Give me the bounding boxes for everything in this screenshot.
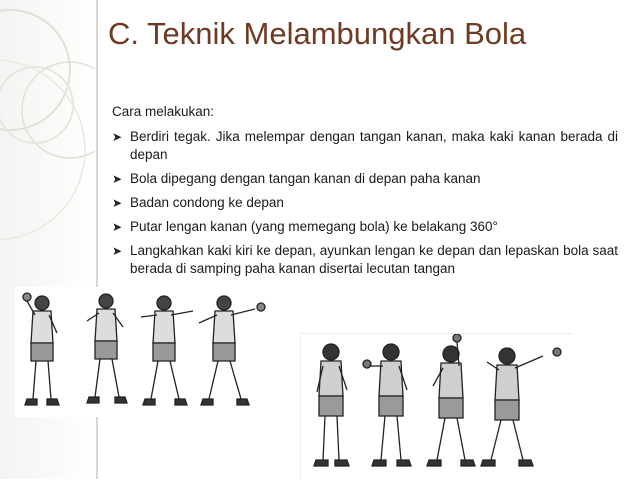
list-item <box>112 194 618 212</box>
figure-3 <box>427 334 475 466</box>
list-item <box>112 170 618 188</box>
throwing-sequence-illustration-right <box>300 333 573 480</box>
figure-2 <box>363 344 411 466</box>
arrow-bullet-icon: ➤ <box>112 220 123 234</box>
step-text: Berdiri tegak. Jika melempar dengan tangan kanan, maka kaki kanan berada di depan <box>130 129 618 162</box>
list-item <box>112 218 618 236</box>
figure-1 <box>23 293 59 405</box>
figure-4 <box>481 348 561 466</box>
arrow-bullet-icon: ➤ <box>112 196 123 210</box>
figure-3 <box>141 296 193 405</box>
figure-1 <box>314 344 349 466</box>
figure-2 <box>87 294 127 403</box>
list-item <box>112 128 618 164</box>
arrow-bullet-icon: ➤ <box>112 244 123 258</box>
step-text: Langkahkan kaki kiri ke depan, ayunkan lengan ke depan dan lepaskan bola saat berada di samping paha kanan disertai lecutan tangan <box>130 243 618 276</box>
girl-throw-figures <box>15 287 277 417</box>
boy-throw-figures <box>301 334 573 480</box>
step-text: Bola dipegang dengan tangan kanan di depan paha kanan <box>130 171 481 186</box>
step-text: Badan condong ke depan <box>130 195 284 210</box>
steps-list <box>112 128 618 284</box>
intro-text: Cara melakukan: <box>112 104 215 119</box>
figure-4 <box>199 296 265 405</box>
arrow-bullet-icon: ➤ <box>112 172 123 186</box>
list-item <box>112 242 618 278</box>
step-text: Putar lengan kanan (yang memegang bola) ke belakang 360° <box>130 219 498 234</box>
slide-title: C. Teknik Melambungkan Bola <box>108 16 527 51</box>
arrow-bullet-icon: ➤ <box>112 130 123 144</box>
throwing-sequence-illustration-left <box>15 287 277 417</box>
